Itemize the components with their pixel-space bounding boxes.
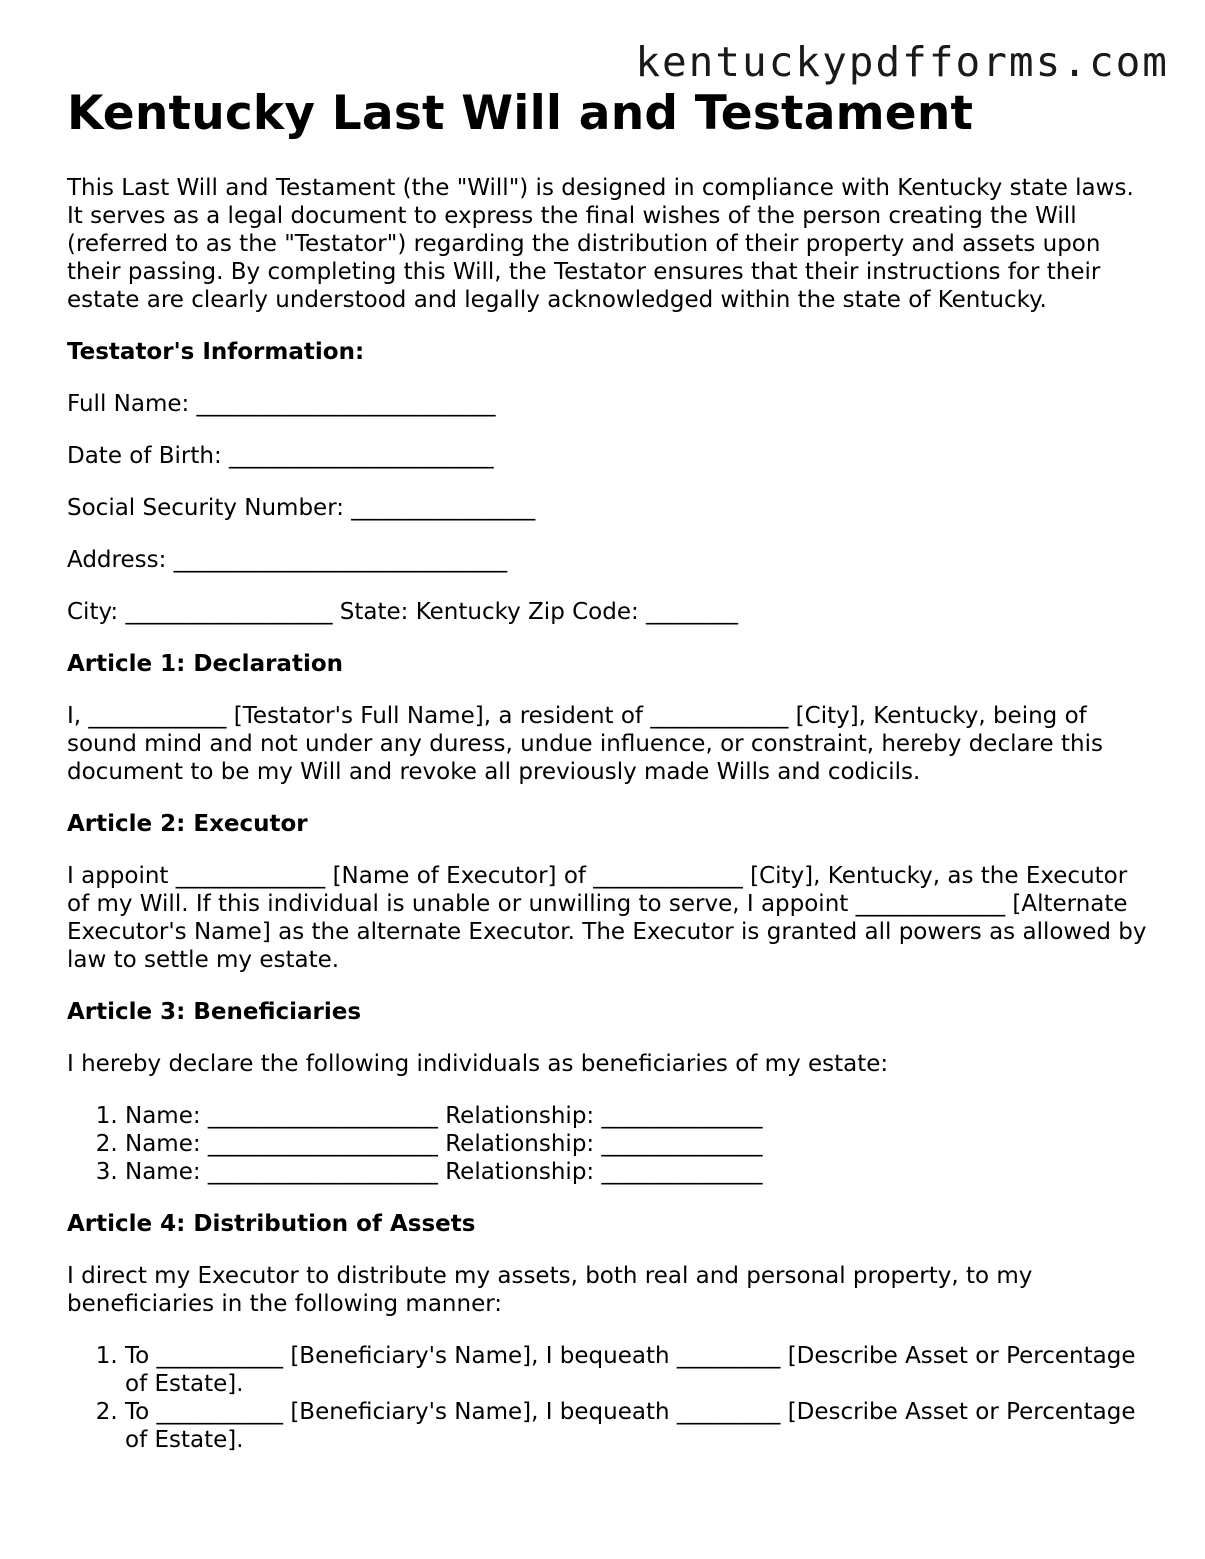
article-1-text: I, ____________ [Testator's Full Name], a resident of ____________ [City], Kentucky, being of sound mind and not under any duress, undue influence, or constraint, hereby declare this document to be my Will and revoke all previously made Wills and codicils. — [67, 703, 1103, 785]
distribution-item: 1. To ___________ [Beneficiary's Name], I bequeath _________ [Describe Asset or Percentage of Estate]. — [125, 1342, 1147, 1398]
article-3-heading: Article 3: Beneficiaries — [67, 999, 362, 1025]
beneficiary-item: 3. Name: ____________________ Relationship: ______________ — [125, 1158, 1147, 1186]
article-3-text: I hereby declare the following individuals as beneficiaries of my estate: — [67, 1051, 889, 1077]
article-2-text: I appoint _____________ [Name of Executor] of _____________ [City], Kentucky, as the Executor of my Will. If this individual is unable or unwilling to serve, I appoint _____________ [Alternate Executor's Name] as the alternate Executor. The Executor is granted all powers as allowed by law to settle my estate. — [67, 863, 1147, 973]
ssn-field: Social Security Number: ________________ — [67, 495, 536, 521]
distribution-list — [67, 1342, 1147, 1454]
beneficiaries-list — [67, 1102, 1147, 1186]
article-1-heading: Article 1: Declaration — [67, 651, 343, 677]
beneficiary-item: 2. Name: ____________________ Relationship: ______________ — [125, 1130, 1147, 1158]
article-4-heading: Article 4: Distribution of Assets — [67, 1211, 476, 1237]
address-field: Address: _____________________________ — [67, 547, 508, 573]
testator-heading: Testator's Information: — [67, 339, 365, 365]
site-watermark: kentuckypdfforms.com — [635, 38, 1169, 86]
beneficiary-item: 1. Name: ____________________ Relationship: ______________ — [125, 1102, 1147, 1130]
intro-paragraph: This Last Will and Testament (the "Will") is designed in compliance with Kentucky state laws. It serves as a legal document to express the final wishes of the person creating the Will (referred to as the "Testator") regarding the distribution of their property and assets upon their passing. By completing this Will, the Testator ensures that their instructions for their estate are clearly understood and legally acknowledged within the state of Kentucky. — [67, 175, 1134, 313]
will-document — [67, 84, 1147, 1454]
article-4-text: I direct my Executor to distribute my assets, both real and personal property, to my beneficiaries in the following manner: — [67, 1263, 1033, 1317]
document-title: Kentucky Last Will and Testament — [67, 86, 974, 141]
city-state-zip-field: City: __________________ State: Kentucky Zip Code: ________ — [67, 599, 739, 625]
full-name-field: Full Name: __________________________ — [67, 391, 496, 417]
article-2-heading: Article 2: Executor — [67, 811, 308, 837]
date-of-birth-field: Date of Birth: _______________________ — [67, 443, 494, 469]
distribution-item: 2. To ___________ [Beneficiary's Name], I bequeath _________ [Describe Asset or Percentage of Estate]. — [125, 1398, 1147, 1454]
